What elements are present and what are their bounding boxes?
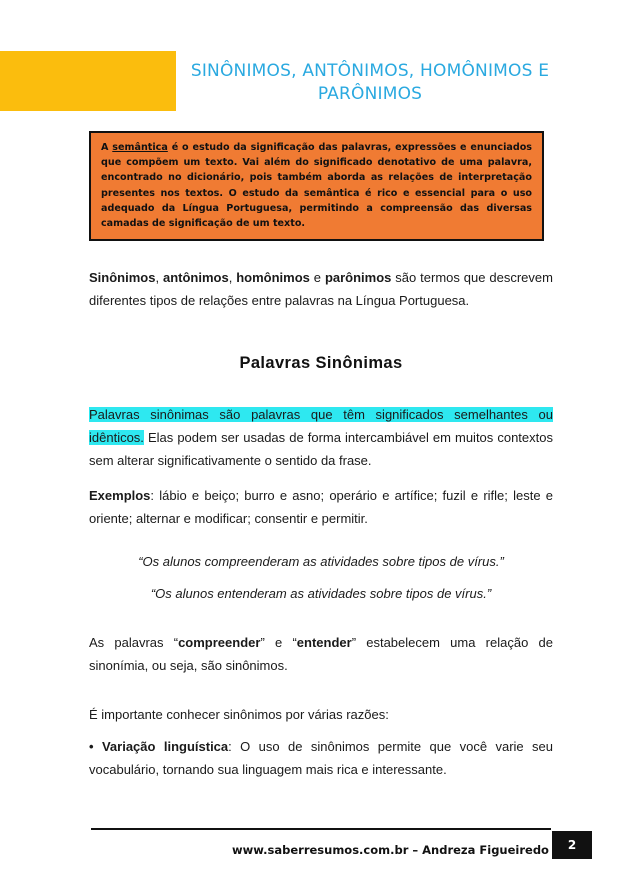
paragraph-intro — [89, 266, 553, 312]
paragraph-definition — [89, 403, 553, 472]
sep: , — [228, 270, 237, 285]
header-accent-bar — [0, 51, 176, 111]
relation-text: As palavras “ — [89, 635, 179, 650]
highlighted-definition: Palavras sinônimas são palavras que têm significados semelhantes ou idênticos. — [89, 407, 553, 445]
page-title: SINÔNIMOS, ANTÔNIMOS, HOMÔNIMOS E PARÔNIMOS — [190, 61, 550, 104]
quote-2: “Os alunos entenderam as atividades sobre tipos de vírus.” — [150, 586, 492, 601]
footer-credit: www.saberresumos.com.br – Andreza Figueiredo — [232, 843, 549, 857]
paragraph-examples — [89, 484, 553, 530]
relation-text: ” estabelecem uma relação de sinonímia, ou seja, são sinônimos. — [89, 635, 553, 673]
bullet-marker: • — [89, 739, 94, 754]
relation-text: ” e “ — [260, 635, 297, 650]
quote-1: “Os alunos compreenderam as atividades sobre tipos de vírus.” — [138, 554, 504, 569]
sep: e — [309, 270, 325, 285]
examples-label: Exemplos — [89, 488, 151, 503]
examples-text: : lábio e beiço; burro e asno; operário e artífice; fuzil e rifle; leste e oriente; alternar e modificar; consentir e permitir. — [89, 488, 553, 526]
intro-keyword: semântica — [112, 142, 168, 153]
bullet-item — [89, 735, 553, 781]
term-homonimos: homônimos — [236, 270, 310, 285]
paragraph-relation — [89, 631, 553, 677]
sep: , — [155, 270, 163, 285]
term-antonimos: antônimos — [162, 270, 229, 285]
word-entender: entender — [296, 635, 352, 650]
term-paronimos: parônimos — [324, 270, 392, 285]
intro-text: é o estudo da significação das palavras, expressões e enunciados que compõem um texto. Vai além do significado denotativo de uma palavra, encontrado no dicionário, pois também aborda as relações de interpretação presentes nos textos. O estudo da semântica é rico e essencial para o uso adequado da Língua Portuguesa, permitindo a compreensão das diversas camadas de significação de um texto. — [101, 142, 533, 230]
paragraph-intro-text: são termos que descrevem diferentes tipos de relações entre palavras na Língua Portuguesa. — [89, 270, 553, 308]
word-compreender: compreender — [178, 635, 261, 650]
section-heading: Palavras Sinônimas — [239, 354, 403, 372]
definition-rest: Elas podem ser usadas de forma intercambiável em muitos contextos sem alterar significativamente o sentido da frase. — [89, 430, 553, 468]
term-sinonimos: Sinônimos — [89, 270, 156, 285]
intro-prefix: A — [101, 142, 113, 153]
bullet-label: Variação linguística — [101, 739, 229, 754]
bullet-text: : O uso de sinônimos permite que você varie seu vocabulário, tornando sua linguagem mais rica e interessante. — [89, 739, 553, 777]
page-number: 2 — [552, 831, 592, 859]
paragraph-importance: É importante conhecer sinônimos por várias razões: — [89, 707, 389, 722]
intro-box — [89, 131, 544, 241]
footer-divider — [91, 828, 551, 830]
